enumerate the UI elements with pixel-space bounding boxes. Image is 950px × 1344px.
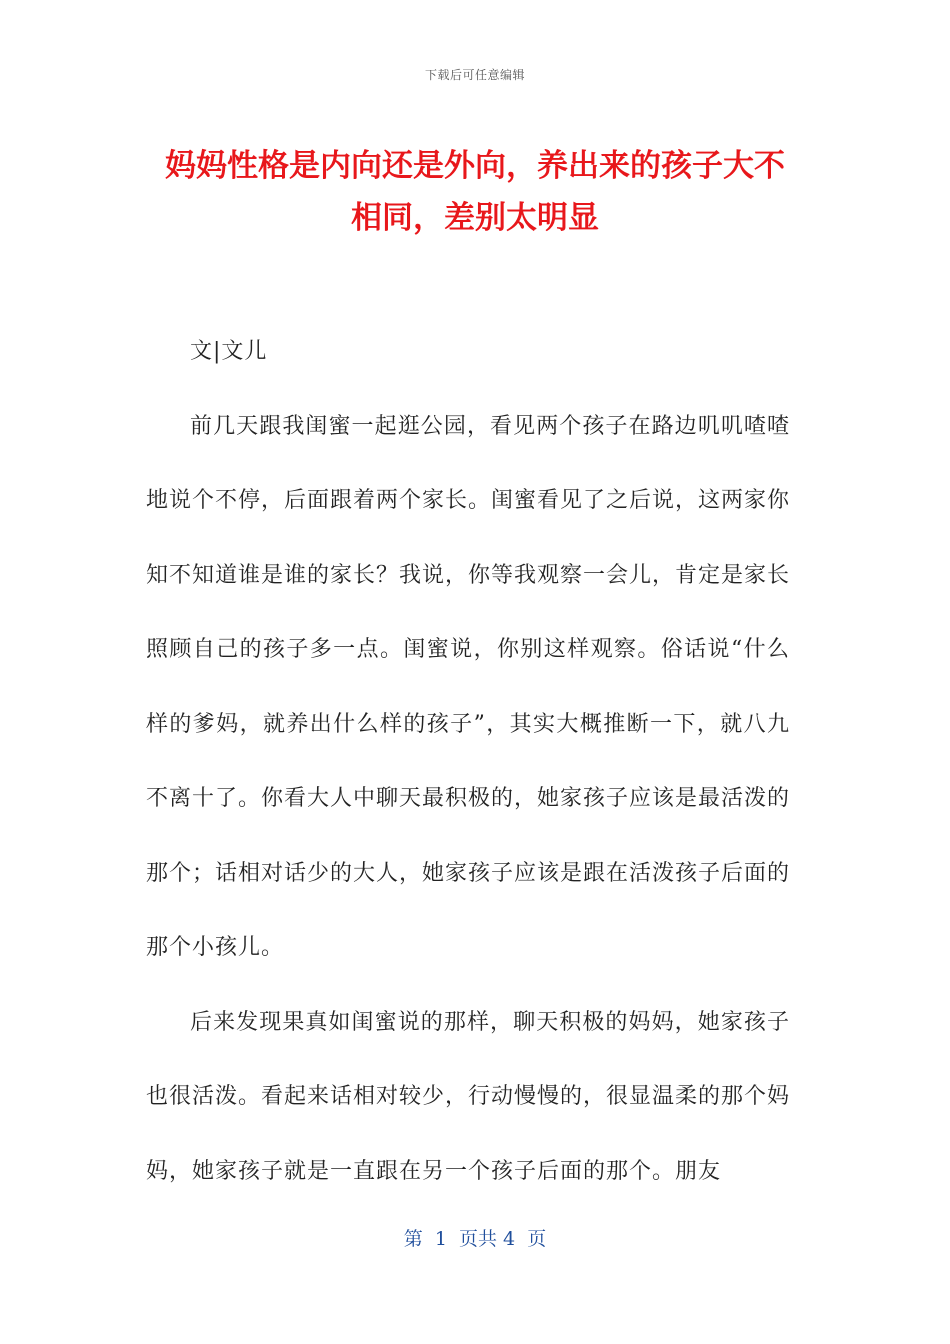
header-note: 下载后可任意编辑 <box>424 68 525 82</box>
paragraph: 后来发现果真如闺蜜说的那样，聊天积极的妈妈，她家孩子也很活泼。看起来话相对较少，行动慢慢的，很显温柔的那个妈妈，她家孩子就是一直跟在另一个孩子后面的那个。朋友 <box>146 1009 791 1184</box>
page-title: 妈妈性格是内向还是外向，养出来的孩子大不相同，差别太明显 <box>165 148 785 236</box>
article-body <box>146 315 790 1209</box>
author-line: 文|文儿 <box>190 339 268 364</box>
paragraph: 前几天跟我闺蜜一起逛公园，看见两个孩子在路边叽叽喳喳地说个不停，后面跟着两个家长。闺蜜看见了之后说，这两家你知不知道谁是谁的家长？我说，你等我观察一会儿，肯定是家长照顾自己的孩子多一点。闺蜜说，你别这样观察。俗话说“什么样的爹妈，就养出什么样的孩子”，其实大概推断一下，就八九不离十了。你看大人中聊天最积极的，她家孩子应该是最活泼的那个；话相对话少的大人，她家孩子应该是跟在活泼孩子后面的那个小孩儿。 <box>146 413 791 960</box>
page-number-footer: 第 1 页共 4 页 <box>403 1228 547 1250</box>
